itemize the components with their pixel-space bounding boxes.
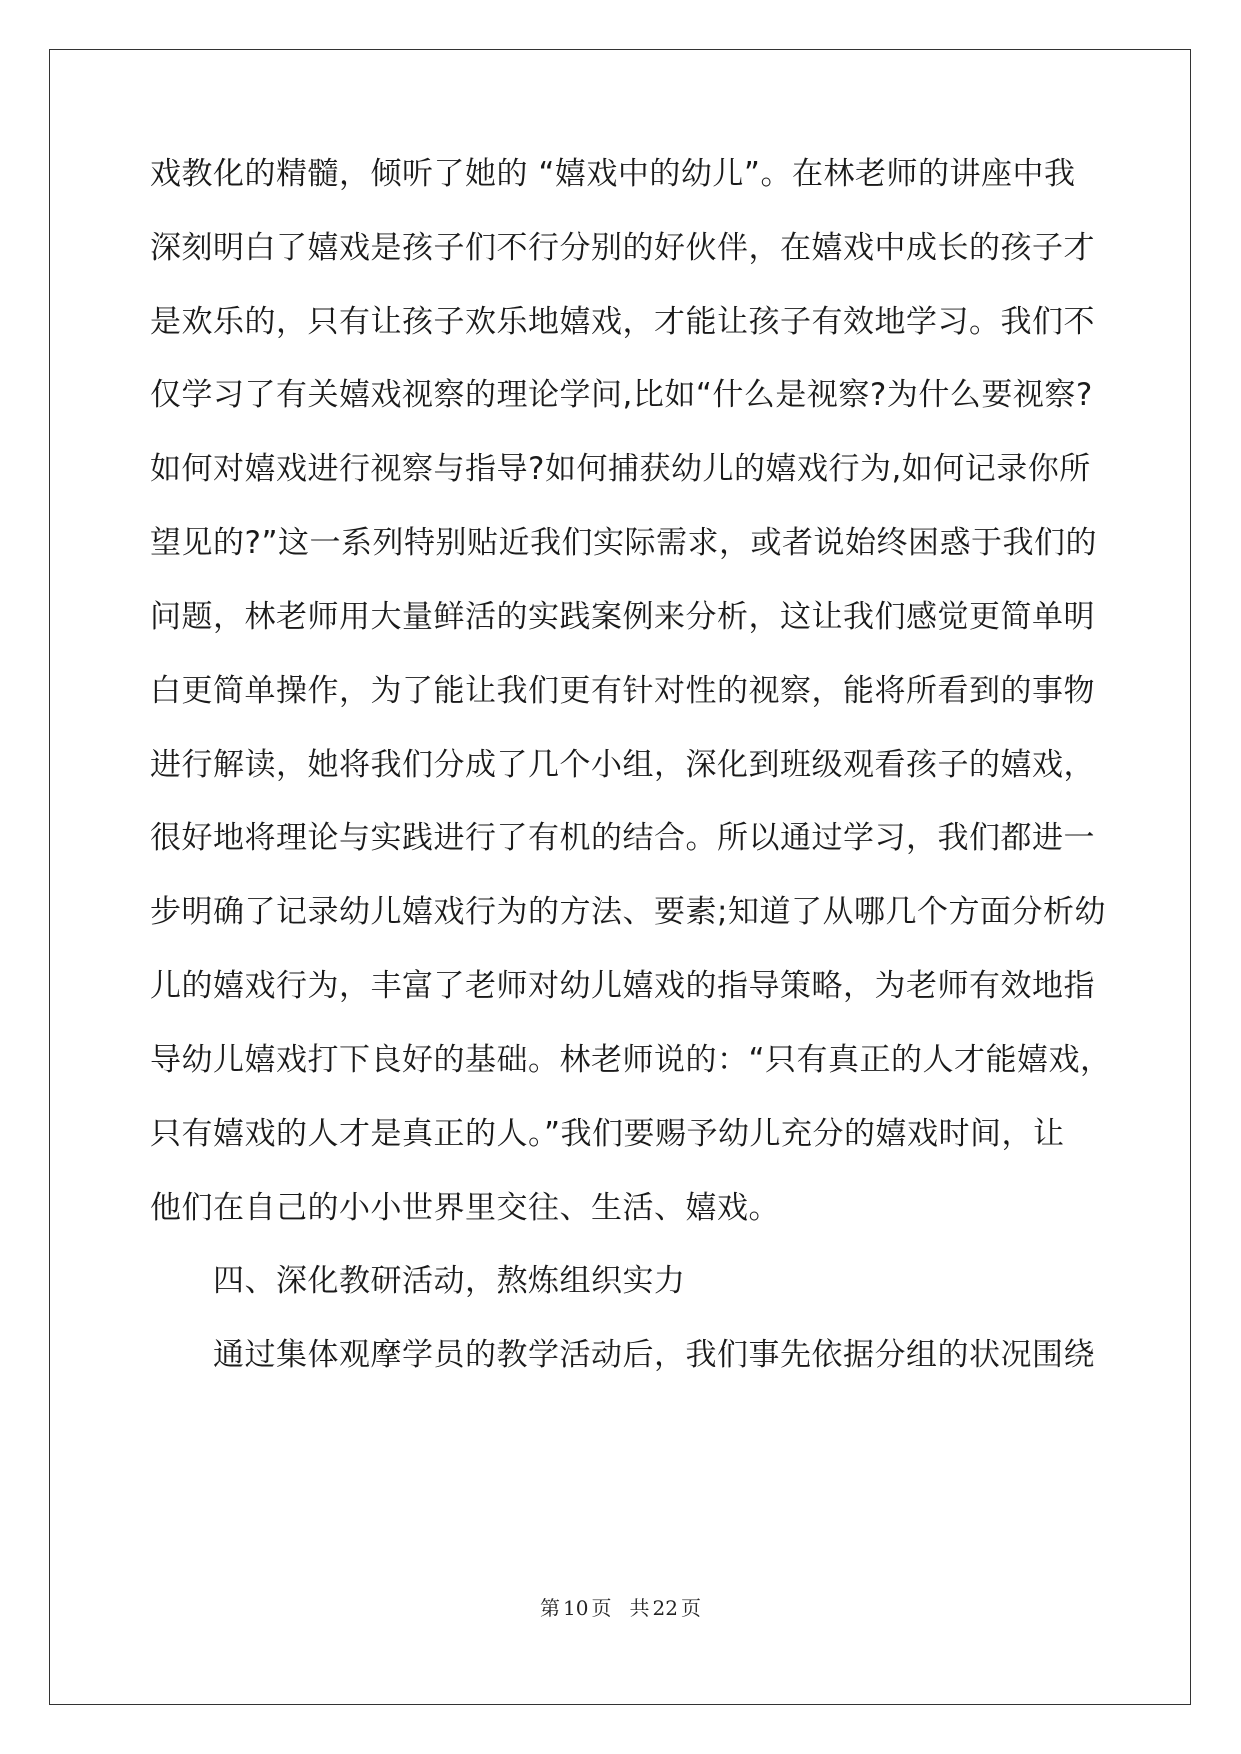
page-suffix: 页 [591,1596,612,1620]
body-text-line: 导幼儿嬉戏打下良好的基础。林老师说的：“只有真正的人才能嬉戏， [150,1042,1112,1078]
section-heading: 四、深化教研活动，熬炼组织实力 [213,1263,686,1299]
body-text-line: 步明确了记录幼儿嬉戏行为的方法、要素;知道了从哪几个方面分析幼 [150,894,1106,930]
body-text-line: 很好地将理论与实践进行了有机的结合。所以通过学习，我们都进一 [150,820,1095,856]
page-prefix: 第 [540,1596,561,1620]
body-text-line: 通过集体观摩学员的教学活动后，我们事先依据分组的状况围绕 [213,1337,1095,1373]
body-text-line: 儿的嬉戏行为，丰富了老师对幼儿嬉戏的指导策略，为老师有效地指 [150,968,1095,1004]
body-text-line: 他们在自己的小小世界里交往、生活、嬉戏。 [150,1190,780,1226]
page-footer [0,1594,1241,1622]
page-total: 22 [652,1596,678,1620]
total-prefix: 共 [629,1596,650,1620]
body-text-line: 是欢乐的，只有让孩子欢乐地嬉戏，才能让孩子有效地学习。我们不 [150,304,1095,340]
body-text-line: 问题，林老师用大量鲜活的实践案例来分析，这让我们感觉更简单明 [150,599,1095,635]
body-text-line: 白更简单操作，为了能让我们更有针对性的视察，能将所看到的事物 [150,673,1095,709]
body-text-line: 如何对嬉戏进行视察与指导?如何捕获幼儿的嬉戏行为,如何记录你所 [150,451,1091,487]
body-text-line: 进行解读，她将我们分成了几个小组，深化到班级观看孩子的嬉戏， [150,747,1095,783]
body-text-line: 仅学习了有关嬉戏视察的理论学问,比如“什么是视察?为什么要视察? [150,377,1093,413]
page-border [49,49,1191,1705]
total-suffix: 页 [680,1596,701,1620]
body-text-line: 只有嬉戏的人才是真正的人。”我们要赐予幼儿充分的嬉戏时间，让 [150,1116,1065,1152]
body-text-line: 戏教化的精髓，倾听了她的 “嬉戏中的幼儿”。在林老师的讲座中我 [150,156,1076,192]
body-text-line: 望见的?”这一系列特别贴近我们实际需求，或者说始终困惑于我们的 [150,525,1098,561]
page-number: 10 [563,1596,589,1620]
body-text-line: 深刻明白了嬉戏是孩子们不行分别的好伙伴，在嬉戏中成长的孩子才 [150,230,1095,266]
